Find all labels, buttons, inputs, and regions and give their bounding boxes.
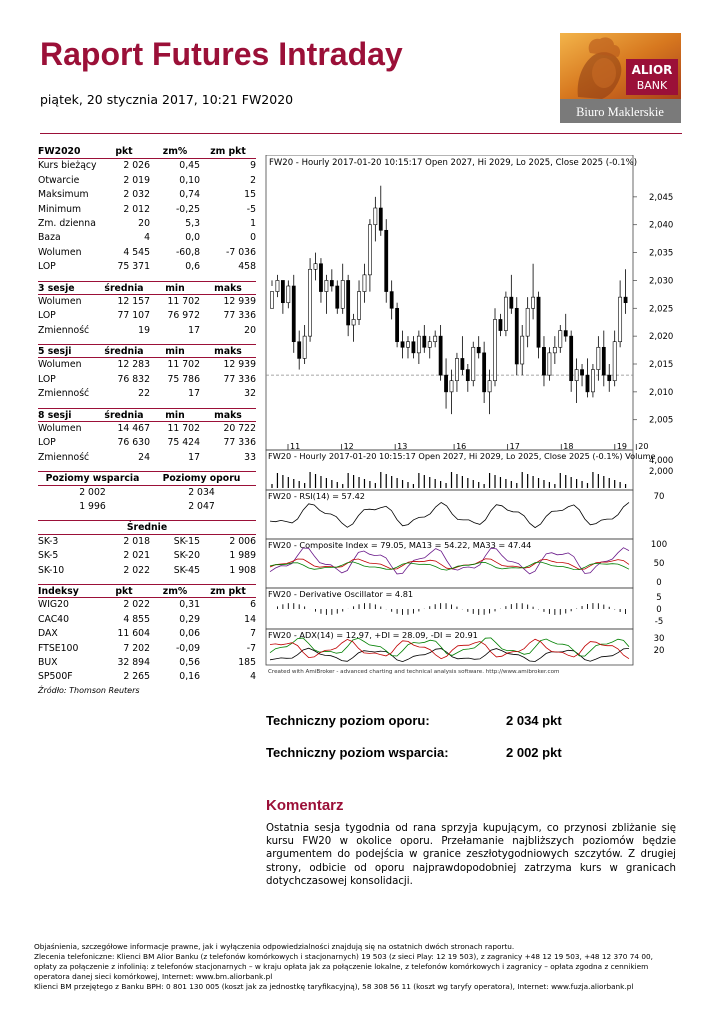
x-tick-label: 18 [563,442,574,451]
row-value: 1 989 [229,550,256,562]
row-label: SK-10 [38,564,65,576]
resistance-label: Techniczny poziom oporu: [266,713,430,728]
candle-body [352,319,355,325]
logo-caption: Biuro Maklerskie [576,105,664,119]
row-label: Maksimum [38,189,89,201]
session-header-cell: maks [214,282,242,294]
row-value: 20 [138,217,150,229]
price-tick-label: 2,015 [649,360,674,370]
support-label: Techniczny poziom wsparcia: [266,745,449,760]
session-header [38,344,256,358]
candle-body [461,358,464,369]
comment-text: Ostatnia sesja tygodnia od rana sprzyja kupującym, co przynosi zbliżanie się kursu FW20 w okolice oporu. Przełamanie najbliższych poziomów będzie argumentem do podejścia w granice zeszłotygodniowych szczytów. Z drugiej strony, odbicie od oporu najprawdopodobniej zatrzyma kurs w granicach dotychczasowej konsolidacji. [266,823,676,887]
session-label: 5 sesji [38,346,72,358]
header-divider [40,133,682,134]
row-label: SK-3 [38,535,59,547]
report-date: piątek, 20 stycznia 2017, 10:21 FW2020 [40,92,294,107]
row-value: 2 006 [229,535,256,547]
rsi-line [270,502,629,527]
row-value: 77 336 [223,373,256,385]
candle-body [379,208,382,230]
candle-body [477,347,480,353]
session-header-cell: średnia [104,409,144,421]
resistance-level: 2 047 [188,500,215,512]
indicator-panel-title: FW20 - Composite Index = 79.05, MA13 = 54.22, MA33 = 47.44 [268,540,532,550]
candle-body [368,225,371,275]
averages-header [38,520,256,534]
row-value: 17 [188,451,200,463]
volume-panel-title: FW20 - Hourly 2017-01-20 10:15:17 Open 2027, Hi 2029, Lo 2025, Close 2025 (-0.1%) Volume [268,451,656,461]
indicator-tick-label: 5 [656,593,662,603]
candle-body [417,336,420,353]
stat-row [38,159,256,173]
candle-body [537,297,540,347]
row-value: 20 722 [223,423,256,435]
candle-body [613,342,616,381]
volume-tick-label: 4,000 [649,456,674,466]
average-row [38,535,256,549]
support-level: 2 002 [79,486,106,498]
row-value: 20 [244,324,256,336]
candle-body [602,347,605,375]
row-label: Zmienność [38,451,90,463]
candle-body [564,331,567,337]
candle-body [483,353,486,392]
candle-body [510,297,513,308]
row-value: 11 702 [167,423,200,435]
candle-body [493,319,496,380]
row-value: 75 424 [167,437,200,449]
indicator-tick-label: 0 [656,605,662,615]
candle-body [428,342,431,348]
candle-body [434,336,437,342]
row-value: 12 157 [117,295,150,307]
alior-logo [560,33,681,123]
row-label: Kurs bieżący [38,160,97,172]
index-row [38,656,256,670]
row-value: 185 [238,656,256,668]
footer-line: Klienci BM przejętego z Banku BPH: 0 801 130 005 (koszt jak za jednostkę taryfikacyjną), 58 308 56 11 (koszt wg taryfy operatora), Internet: www.fuzja.aliorbank.pl [34,982,634,992]
row-label: BUX [38,656,58,668]
row-label: Minimum [38,203,82,215]
row-value: -60,8 [175,246,200,258]
index-row [38,598,256,612]
candle-body [521,336,524,364]
row-label: Zmienność [38,388,90,400]
candle-body [548,353,551,375]
row-value: 77 336 [223,437,256,449]
session-header-cell: maks [214,409,242,421]
candle-body [472,347,475,380]
session-header-cell: min [165,282,185,294]
row-value: SK-20 [173,550,200,562]
session-header-cell: średnia [104,346,144,358]
row-value: 4 855 [123,613,150,625]
data-source: Źródło: Thomson Reuters [38,685,140,695]
session-header-cell: min [165,346,185,358]
row-label: Otwarcie [38,174,80,186]
footer-line: Objaśnienia, szczegółowe informacje prawne, jak i wyłączenia odpowiedzialności znajdują się na ostatnich dwóch stronach raportu. [34,942,515,951]
session-header-cell: średnia [104,282,144,294]
session-row [38,422,256,436]
x-tick-label: 12 [343,442,354,451]
session-label: 3 sesje [38,282,75,294]
price-panel-title: FW20 - Hourly 2017-01-20 10:15:17 Open 2027, Hi 2029, Lo 2025, Close 2025 (-0.1%) [269,158,638,168]
stat-row [38,246,256,260]
candle-body [504,297,507,330]
row-value: -7 036 [226,246,256,258]
row-label: CAC40 [38,613,70,625]
row-label: LOP [38,310,56,322]
main-table-header [38,145,256,159]
row-value: 0,06 [179,628,200,640]
row-value: 2 021 [123,550,150,562]
stat-row [38,231,256,245]
row-value: 14 [244,613,256,625]
row-label: DAX [38,628,58,640]
row-value: 11 604 [117,628,150,640]
candle-body [336,286,339,308]
candle-body [542,347,545,375]
x-tick-label: 11 [290,442,301,451]
row-value: 75 786 [167,373,200,385]
candle-body [515,308,518,364]
session-row [38,309,256,323]
footer [34,942,684,992]
average-row [38,549,256,563]
stat-row [38,188,256,202]
row-label: WIG20 [38,599,69,611]
stat-row [38,203,256,217]
indicator-tick-label: 100 [650,540,668,550]
candle-body [325,280,328,291]
row-value: -0,25 [175,203,200,215]
row-value: 0,0 [185,232,200,244]
support-levels-label: Poziomy wsparcia [45,473,140,485]
row-label: SK-5 [38,550,59,562]
session-row [38,295,256,309]
row-value: 2 032 [123,189,150,201]
footer-line: operatora danej sieci komórkowej, Internet: www.bm.aliorbank.pl [34,972,273,982]
row-value: 19 [138,324,150,336]
candle-body [608,375,611,381]
row-value: 12 283 [117,359,150,371]
candle-body [591,370,594,392]
session-row [38,324,256,338]
candle-body [292,286,295,342]
resistance-levels-label: Poziomy oporu [162,473,241,485]
row-value: 12 939 [223,295,256,307]
row-label: LOP [38,437,56,449]
price-tick-label: 2,010 [649,387,674,398]
row-value: 32 894 [117,656,150,668]
sessions-tables [38,281,256,466]
session-header-cell: maks [214,346,242,358]
ma33-line [270,562,629,570]
row-value: 75 371 [117,261,150,273]
header-cell: zm% [162,585,188,597]
row-value: 77 336 [223,310,256,322]
levels-table-header [38,471,256,485]
row-value: -5 [246,203,256,215]
technical-chart-svg [263,155,683,685]
index-row [38,670,256,684]
x-tick-label: 13 [397,442,408,451]
candle-body [363,275,366,292]
header-cell: pkt [115,146,133,157]
row-value: 0,56 [179,656,200,668]
row-value: 76 832 [117,373,150,385]
row-value: 17 [188,388,200,400]
row-label: LOP [38,373,56,385]
candle-body [488,381,491,392]
row-label: Wolumen [38,423,82,435]
row-value: 9 [250,160,256,172]
candle-body [281,280,284,302]
indicator-panel-title: FW20 - Derivative Oscillator = 4.81 [268,589,414,599]
row-value: 2 [250,174,256,186]
row-value: 1 [250,217,256,229]
resistance-value: 2 034 pkt [506,713,562,728]
row-value: SK-45 [173,564,200,576]
session-header [38,281,256,295]
row-value: 33 [244,451,256,463]
main-table-body [38,159,256,274]
report-title: Raport Futures Intraday [40,36,403,72]
comment-heading: Komentarz [266,797,344,814]
index-row [38,627,256,641]
candle-body [308,269,311,336]
row-value: 2 012 [123,203,150,215]
technical-chart [263,155,683,685]
row-value: 0,10 [179,174,200,186]
chart-credit: Created with AmiBroker - advanced charting and technical analysis software. http://www.amibroker.com [268,669,560,675]
row-value: SK-15 [173,535,200,547]
row-label: LOP [38,261,56,273]
candle-body [330,280,333,286]
indicator-tick-label: 50 [653,559,665,569]
header-cell: zm pkt [210,146,246,157]
row-value: 15 [244,189,256,201]
x-tick-label: 20 [638,442,649,451]
row-value: 17 [188,324,200,336]
row-value: 5,3 [185,217,200,229]
candle-body [553,347,556,353]
row-value: 0,29 [179,613,200,625]
header-cell: FW2020 [38,146,81,157]
row-value: 24 [138,451,150,463]
candle-body [423,336,426,347]
session-row [38,436,256,450]
row-value: 77 107 [117,310,150,322]
x-tick-label: 16 [456,442,467,451]
levels-row [38,486,256,500]
session-row [38,387,256,401]
candle-body [303,336,306,358]
stat-row [38,217,256,231]
row-value: -7 [246,642,256,654]
row-value: 11 702 [167,295,200,307]
row-value: 0,31 [179,599,200,611]
candle-body [466,370,469,381]
x-tick-label: 17 [509,442,520,451]
index-row [38,642,256,656]
candle-body [401,342,404,348]
candle-body [439,336,442,375]
row-value: 32 [244,388,256,400]
indicator-tick-label: 30 [653,634,665,644]
row-value: 458 [238,261,256,273]
row-value: 76 630 [117,437,150,449]
x-tick-label: 19 [616,442,628,451]
candle-body [586,375,589,392]
row-value: 0 [250,232,256,244]
candle-body [385,230,388,291]
indicator-tick-label: 70 [653,492,665,502]
candle-body [559,331,562,348]
indices-body [38,598,256,684]
candle-body [396,308,399,341]
support-level: 1 996 [79,500,106,512]
row-label: Zm. dzienna [38,217,96,229]
candle-body [450,381,453,392]
row-label: SP500F [38,671,73,683]
row-value: 2 019 [123,174,150,186]
row-value: -0,09 [175,642,200,654]
row-value: 11 702 [167,359,200,371]
row-value: 7 202 [123,642,150,654]
price-tick-label: 2,035 [649,248,674,259]
session-row [38,451,256,465]
candle-body [341,280,344,308]
row-label: Wolumen [38,246,82,258]
candle-body [276,280,279,291]
candle-body [412,342,415,353]
session-header-cell: min [165,409,185,421]
row-value: 14 467 [117,423,150,435]
row-value: 0,6 [185,261,200,273]
average-row [38,564,256,578]
row-value: 4 [144,232,150,244]
candle-body [357,292,360,320]
composite-index-line [270,548,629,574]
row-value: 2 022 [123,599,150,611]
levels-row [38,500,256,514]
row-value: 0,74 [179,189,200,201]
row-value: 2 265 [123,671,150,683]
session-header [38,408,256,422]
indicator-panel-title: FW20 - ADX(14) = 12.97, +DI = 28.09, -DI = 20.91 [268,630,478,640]
candle-body [298,342,301,359]
indices-header [38,584,256,598]
row-value: 4 [250,671,256,683]
minus-di-line [270,639,629,659]
candle-body [597,347,600,369]
row-value: 6 [250,599,256,611]
row-label: Baza [38,232,61,244]
price-tick-label: 2,045 [649,192,674,203]
index-row [38,613,256,627]
candle-body [531,297,534,308]
averages-label: Średnie [126,522,168,534]
session-label: 8 sesji [38,409,72,421]
volume-tick-label: 2,000 [649,467,674,477]
indicator-tick-label: 20 [653,646,665,656]
candle-body [619,297,622,342]
indicator-tick-label: 0 [656,578,662,588]
stat-row [38,260,256,274]
header-cell: Indeksy [38,585,79,597]
logo-text-bank: BANK [636,79,668,92]
candle-body [270,292,273,309]
price-tick-label: 2,040 [649,220,674,231]
indicator-panel-title: FW20 - RSI(14) = 57.42 [268,491,365,501]
candle-body [455,358,458,380]
candle-body [347,280,350,325]
row-value: 2 026 [123,160,150,172]
averages-body [38,535,256,578]
support-value: 2 002 pkt [506,745,562,760]
session-row [38,373,256,387]
candle-body [526,308,529,336]
price-tick-label: 2,025 [649,304,674,315]
row-label: Zmienność [38,324,90,336]
candle-body [390,292,393,309]
row-label: FTSE100 [38,642,79,654]
price-tick-label: 2,020 [649,332,674,343]
candle-body [374,208,377,225]
session-row [38,358,256,372]
row-value: 12 939 [223,359,256,371]
candle-body [624,297,627,303]
candle-body [444,375,447,392]
candle-body [319,264,322,292]
row-value: 0,16 [179,671,200,683]
header-cell: zm% [162,146,188,157]
price-tick-label: 2,030 [649,276,674,287]
price-tick-label: 2,005 [649,415,674,426]
candle-body [575,370,578,381]
footer-line: opłaty za połączenie z infolinią: z telefonów stacjonarnych – w kraju opłata jak za połączenie lokalne, z telefonów komórkowych i zagranicy – opłata zgodna z cennikiem [34,962,649,972]
candle-body [580,370,583,376]
row-value: 4 545 [123,246,150,258]
stat-row [38,174,256,188]
row-value: 1 908 [229,564,256,576]
candle-body [570,336,573,381]
row-label: Wolumen [38,359,82,371]
row-value: 2 022 [123,564,150,576]
header-cell: zm pkt [210,585,246,597]
row-value: 7 [250,628,256,640]
row-label: Wolumen [38,295,82,307]
resistance-level: 2 034 [188,486,215,498]
candle-body [314,264,317,270]
candle-body [406,342,409,348]
stats-table [38,145,256,697]
row-value: 76 972 [167,310,200,322]
row-value: 2 018 [123,535,150,547]
candle-body [499,319,502,330]
indicator-tick-label: -5 [654,617,664,627]
row-value: 0,45 [179,160,200,172]
row-value: 22 [138,388,150,400]
header-cell: pkt [115,585,133,597]
candle-body [287,286,290,303]
logo-text-alior: ALIOR [631,63,673,77]
footer-line: Zlecenia telefoniczne: Klienci BM Alior Banku (z telefonów komórkowych i stacjonarnych) 19 503 (z sieci Play: 12 19 503), z zagranicy +48 12 19 503, +48 12 370 74 00, [34,952,653,962]
